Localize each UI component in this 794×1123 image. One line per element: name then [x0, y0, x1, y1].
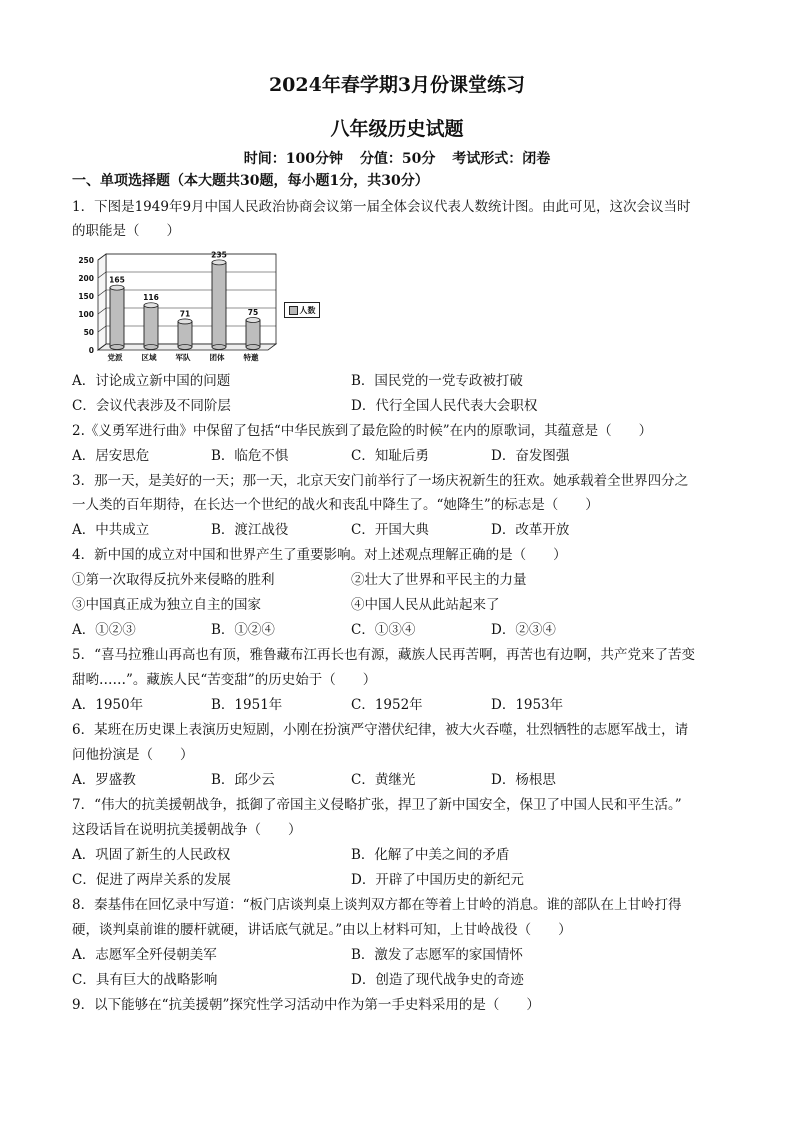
chart-legend — [284, 302, 320, 318]
q3-option-a: A．中共成立 — [72, 522, 150, 538]
q7-stem-line2: 这段话旨在说明抗美援朝战争（ ） — [72, 822, 302, 838]
q4-option-d: D．②③④ — [491, 622, 556, 638]
data-label: 165 — [109, 275, 125, 285]
x-tick-label: 团体 — [209, 353, 225, 362]
q4-statement-2: ②壮大了世界和平民主的力量 — [351, 572, 527, 588]
bar-区域 — [144, 305, 158, 347]
exam-title: 2024年春学期3月份课堂练习 — [268, 74, 526, 96]
q3-stem-line1: 3．那一天，是美好的一天；那一天，北京天安门前举行了一场庆祝新生的狂欢。她承载着全世界四分之 — [72, 473, 689, 489]
q4-option-c: C．①③④ — [351, 622, 416, 638]
q2-option-b: B．临危不惧 — [211, 448, 289, 464]
q5-stem-line1: 5．“喜马拉雅山再高也有顶，雅鲁藏布江再长也有源，藏族人民再苦啊，再苦也有边啊，共产党来了苦变 — [72, 647, 695, 663]
exam-form: 考试形式：闭卷 — [452, 151, 551, 167]
q5-option-a: A．1950年 — [72, 697, 144, 713]
q7-option-b: B．化解了中美之间的矛盾 — [351, 847, 510, 863]
q6-option-b: B．邱少云 — [211, 772, 275, 788]
q4-stem: 4．新中国的成立对中国和世界产生了重要影响。对上述观点理解正确的是（ ） — [72, 547, 567, 563]
q7-option-c: C．促进了两岸关系的发展 — [72, 872, 231, 888]
bar-base-特邀 — [246, 345, 260, 350]
bar-base-军队 — [178, 345, 192, 350]
data-label: 75 — [247, 308, 259, 317]
q1-option-c: C．会议代表涉及不同阶层 — [72, 398, 231, 414]
q8-option-b: B．激发了志愿军的家国情怀 — [351, 947, 523, 963]
q6-stem-line1: 6．某班在历史课上表演历史短剧，小刚在扮演严守潜伏纪律，被大火吞噬，壮烈牺牲的志愿军战士，请 — [72, 722, 689, 738]
y-tick-label: 150 — [78, 292, 94, 301]
q6-stem-line2: 问他扮演是（ ） — [72, 747, 194, 763]
q5-option-d: D．1953年 — [491, 697, 564, 713]
bar-top-党派 — [110, 285, 124, 290]
q8-stem-line2: 硬，谈判桌前谁的腰杆就硬，讲话底气就足。”由以上材料可知，上甘岭战役（ ） — [72, 922, 572, 938]
q5-stem-line2: 甜哟……”。藏族人民“苦变甜”的历史始于（ ） — [72, 672, 377, 688]
y-tick-label: 100 — [78, 310, 94, 319]
q8-option-a: A．志愿军全歼侵朝美军 — [72, 947, 217, 963]
q1-option-d: D．代行全国人民代表大会职权 — [351, 398, 538, 414]
bar-特邀 — [246, 320, 260, 347]
q4-option-a: A．①②③ — [72, 622, 136, 638]
q7-option-a: A．巩固了新生的人民政权 — [72, 847, 231, 863]
q4-statement-4: ④中国人民从此站起来了 — [351, 597, 500, 613]
bar-团体 — [212, 262, 226, 347]
q2-option-d: D．奋发图强 — [491, 448, 570, 464]
bar-base-党派 — [110, 345, 124, 350]
q4-option-b: B．①②④ — [211, 622, 275, 638]
exam-time: 时间：100分钟 — [243, 151, 343, 167]
bar-top-军队 — [178, 319, 192, 324]
section-heading: 一、单项选择题（本大题共30题，每小题1分，共30分） — [72, 173, 429, 189]
q7-stem-line1: 7．“伟大的抗美援朝战争，抵御了帝国主义侵略扩张，捍卫了新中国安全，保卫了中国人民和平生活。” — [72, 797, 682, 813]
q3-option-d: D．改革开放 — [491, 522, 570, 538]
x-tick-label: 区域 — [141, 353, 157, 362]
x-tick-label: 军队 — [175, 353, 191, 362]
data-label: 71 — [179, 309, 191, 319]
q5-option-b: B．1951年 — [211, 697, 283, 713]
q1-stem-line1: 1．下图是1949年9月中国人民政治协商会议第一届全体会议代表人数统计图。由此可见，这次会议当时 — [72, 199, 691, 215]
bar-军队 — [178, 321, 192, 347]
bar-top-团体 — [212, 260, 226, 265]
legend-label: 人数 — [299, 305, 316, 315]
y-tick-label: 200 — [78, 274, 94, 283]
bar-base-区域 — [144, 345, 158, 350]
q3-option-b: B．渡江战役 — [211, 522, 289, 538]
y-tick-label: 0 — [88, 346, 94, 355]
data-label: 116 — [143, 293, 159, 303]
q6-option-a: A．罗盛教 — [72, 772, 136, 788]
q8-option-d: D．创造了现代战争史的奇迹 — [351, 972, 524, 988]
q1-option-a: A．讨论成立新中国的问题 — [72, 373, 231, 389]
q1-stem-line2: 的职能是（ ） — [72, 223, 180, 239]
chart-side-wall — [98, 254, 106, 350]
q3-stem-line2: 一人类的百年期待，在长达一个世纪的战火和丧乱中降生了。“她降生”的标志是（ ） — [72, 497, 599, 513]
q3-option-c: C．开国大典 — [351, 522, 429, 538]
exam-score: 分值：50分 — [359, 151, 436, 167]
q4-statement-3: ③中国真正成为独立自主的国家 — [72, 597, 261, 613]
q4-statement-1: ①第一次取得反抗外来侵略的胜利 — [72, 572, 275, 588]
bar-base-团体 — [212, 345, 226, 350]
x-tick-label: 特邀 — [243, 353, 259, 362]
q1-option-b: B．国民党的一党专政被打破 — [351, 373, 523, 389]
q2-stem: 2.《义勇军进行曲》中保留了包括“中华民族到了最危险的时候”在内的原歌词，其蕴意是（ ） — [72, 423, 653, 439]
bar-top-区域 — [144, 303, 158, 308]
exam-meta — [0, 148, 794, 168]
q7-option-d: D．开辟了中国历史的新纪元 — [351, 872, 524, 888]
y-tick-label: 250 — [78, 256, 94, 265]
q9-stem: 9．以下能够在“抗美援朝”探究性学习活动中作为第一手史料采用的是（ ） — [72, 997, 540, 1013]
q8-stem-line1: 8．秦基伟在回忆录中写道：“板门店谈判桌上谈判双方都在等着上甘岭的消息。谁的部队在上甘岭打得 — [72, 897, 682, 913]
y-tick-label: 50 — [83, 328, 94, 337]
q6-option-d: D．杨根思 — [491, 772, 556, 788]
q5-option-c: C．1952年 — [351, 697, 423, 713]
q6-option-c: C．黄继光 — [351, 772, 416, 788]
bar-党派 — [110, 288, 124, 347]
data-label: 235 — [211, 250, 227, 260]
q2-option-c: C．知耻后勇 — [351, 448, 429, 464]
q2-option-a: A．居安思危 — [72, 448, 150, 464]
exam-subtitle: 八年级历史试题 — [330, 118, 464, 140]
q8-option-c: C．具有巨大的战略影响 — [72, 972, 218, 988]
legend-swatch — [289, 306, 298, 315]
bar-top-特邀 — [246, 318, 260, 323]
x-tick-label: 党派 — [107, 353, 123, 362]
